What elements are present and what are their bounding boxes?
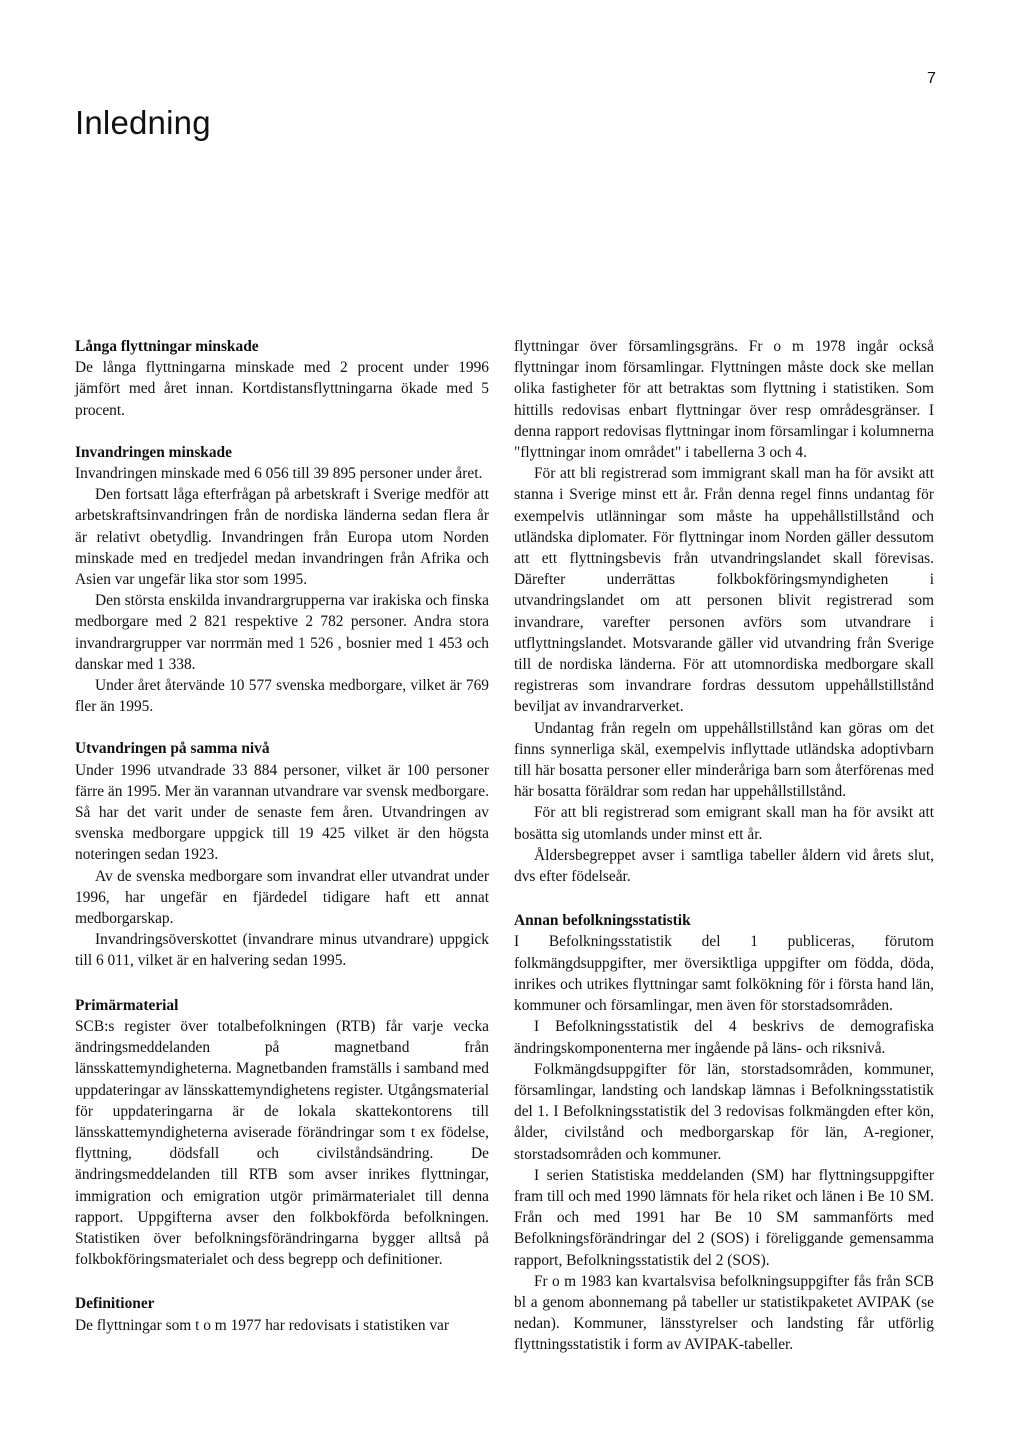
paragraph: I Befolkningsstatistik del 4 beskrivs de demografiska ändringskomponenterna mer ingående på läns- och riksnivå. <box>514 1018 934 1057</box>
paragraph: De flyttningar som t o m 1977 har redovisats i statistiken var <box>75 1316 450 1334</box>
heading-definitioner: Definitioner <box>75 1295 155 1313</box>
page-number: 7 <box>927 70 936 87</box>
paragraph: För att bli registrerad som emigrant skall man ha för avsikt att bosätta sig utomlands under minst ett år. <box>514 804 934 843</box>
paragraph: Av de svenska medborgare som invandrat eller utvandrat under 1996, har ungefär en fjärdedel tidigare haft ett annat medborgarskap. <box>75 867 489 928</box>
paragraph: De långa flyttningarna minskade med 2 procent under 1996 jämfört med året innan. Kortdistansflyttningarna ökade med 5 procent. <box>75 359 489 419</box>
paragraph: Den fortsatt låga efterfrågan på arbetskraft i Sverige medför att arbetskraftsinvandringen från de nordiska länderna sedan flera år är relativt obetydlig. Invandringen från Europa utom Norden minskade med en tredjedel medan invandringen från Afrika och Asien var ungefär lika stor som 1995. <box>75 486 489 589</box>
heading-primarmaterial: Primärmaterial <box>75 996 179 1014</box>
paragraph: flyttningar över församlingsgräns. Fr o m 1978 ingår också flyttningar inom församlingar. Flyttningen måste dock ske mellan olika fastigheter för att betraktas som flyttning i statistiken. Som hittills redovisas enbart flyttningar över resp områdesgränser. I denna rapport redovisas flyttningar inom församlingar i kolumnerna "flyttningar inom området" i tabellerna 3 och 4. <box>514 338 934 462</box>
paragraph: För att bli registrerad som immigrant skall man ha för avsikt att stanna i Sverige minst ett år. Från denna regel finns undantag för exempelvis utlänningar som måste ha uppehållstillstånd och utländska diplomater. För flyttningar inom Norden gäller dessutom att ett flyttningsbevis från utvandringslandet skall förevisas. Därefter underrättas folkbokföringsmyndigheten i utvandringslandet om att personen blivit registrerad som invandrare, varefter personen avförs som utvandrare i utflyttningslandet. Motsvarande gäller vid utvandring från Sverige till de nordiska länderna. För att utomnordiska medborgare skall registreras som invandrare fordras dessutom uppehållstillstånd beviljat av invandrarverket. <box>514 465 934 716</box>
paragraph: Under året återvände 10 577 svenska medborgare, vilket är 769 fler än 1995. <box>75 677 489 716</box>
heading-utvandringen: Utvandringen på samma nivå <box>75 740 270 758</box>
paragraph: Undantag från regeln om uppehållstillstånd kan göras om det finns synnerliga skäl, exempelvis inflyttade utländska adoptivbarn till här bosatta personer eller minderåriga barn som återförenas med här bosatta föräldrar som redan har uppehållstillstånd. <box>514 719 934 801</box>
paragraph: SCB:s register över totalbefolkningen (RTB) får varje vecka ändringsmeddelanden på magnetband från länsskattemyndigheterna. Magnetbanden framställs i samband med uppdateringar av länsskattemyndighetens register. Utgångsmaterial för uppdateringarna är de lokala skattekontorens till länsskattemyndigheterna aviserade förändringar som t ex födelse, flyttning, dödsfall och civilståndsändring. De ändringsmeddelanden till RTB som avser inrikes flyttningar, immigration och emigration utgör primärmaterialet till denna rapport. Uppgifterna avser den folkbokförda befolkningen. Statistiken över befolkningsförändringarna bygger alltså på folkbokföringsmaterialet och dess begrepp och definitioner. <box>75 1017 489 1269</box>
paragraph: I Befolkningsstatistik del 1 publiceras, förutom folkmängdsuppgifter, mer översiktliga uppgifter om födda, döda, inrikes och utrikes flyttningar samt folkökning för i första hand län, kommuner och församlingar, men även för storstadsområden. <box>514 933 934 1015</box>
paragraph: Invandringsöverskottet (invandrare minus utvandrare) uppgick till 6 011, vilket är en halvering sedan 1995. <box>75 931 489 970</box>
paragraph: Fr o m 1983 kan kvartalsvisa befolkningsuppgifter fås från SCB bl a genom abonnemang på tabeller ur statistikpaketet AVIPAK (se nedan). Kommuner, länsstyrelser och landsting får utförlig flyttningsstatistik i form av AVIPAK-tabeller. <box>514 1272 934 1354</box>
paragraph: Invandringen minskade med 6 056 till 39 895 personer under året. <box>75 465 483 483</box>
heading-annan-befolkningsstatistik: Annan befolkningsstatistik <box>514 912 691 930</box>
chapter-title: Inledning <box>75 104 211 141</box>
paragraph: Åldersbegreppet avser i samtliga tabeller åldern vid årets slut, dvs efter födelseår. <box>514 846 934 886</box>
heading-langa-flyttningar: Långa flyttningar minskade <box>75 338 259 355</box>
paragraph: Folkmängdsuppgifter för län, storstadsområden, kommuner, församlingar, landsting och landskap lämnas i Befolkningsstatistik del 1. I Befolkningsstatistik del 3 redovisas folkmängden efter kön, ålder, civilstånd och medborgarskap för län, A-regioner, storstadsområden och kommuner. <box>514 1060 934 1163</box>
paragraph: I serien Statistiska meddelanden (SM) har flyttningsuppgifter fram till och med 1990 lämnats för hela riket och länen i Be 10 SM. Från och med 1991 har Be 10 SM sammanförts med Befolkningsförändringar del 2 (SOS) i föreliggande gemensamma rapport, Befolkningsstatistik del 2 (SOS). <box>514 1166 934 1269</box>
paragraph: Den största enskilda invandrargrupperna var irakiska och finska medborgare med 2 821 respektive 2 782 personer. Andra stora invandrargrupper var norrmän med 1 526 , bosnier med 1 453 och danskar med 1 338. <box>75 592 489 673</box>
right-column <box>514 336 934 1356</box>
paragraph: Under 1996 utvandrade 33 884 personer, vilket är 100 personer färre än 1995. Mer än varannan utvandrare var svensk medborgare. Så har det varit under de senaste fem åren. Utvandringen av svenska medborgare uppgick till 19 425 vilket är den högsta noteringen sedan 1923. <box>75 761 489 864</box>
left-column <box>75 336 489 1336</box>
heading-invandringen: Invandringen minskade <box>75 443 232 461</box>
